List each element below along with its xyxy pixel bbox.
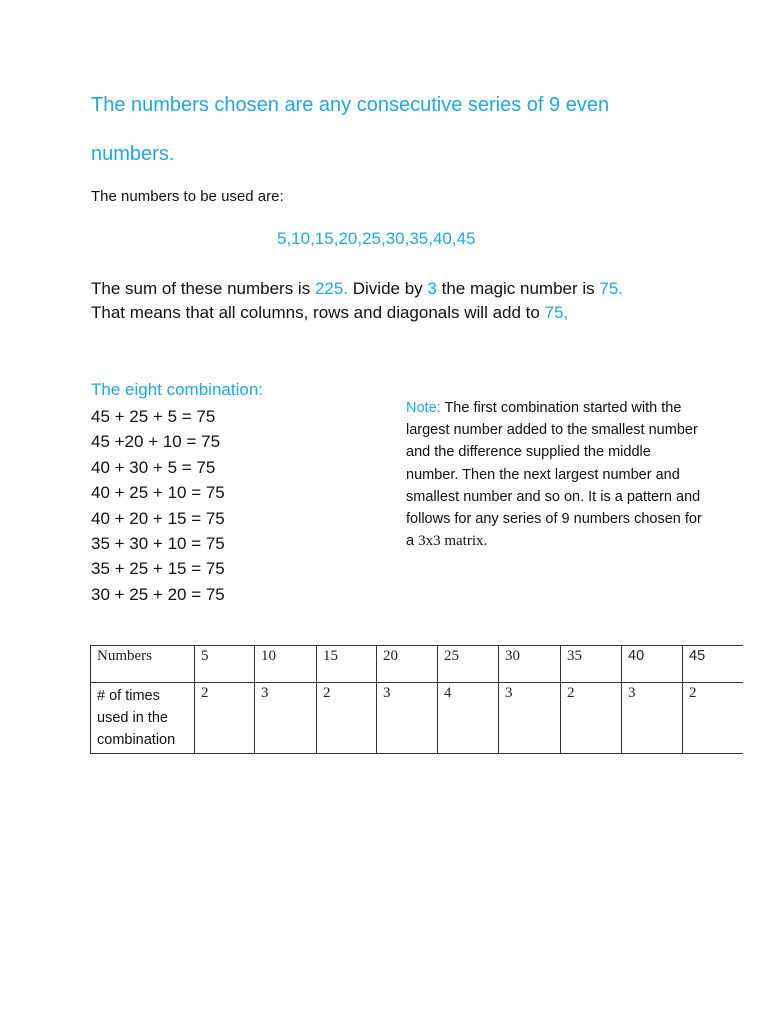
magic-number: 75. <box>599 279 624 298</box>
table-cell: 40 <box>622 646 683 683</box>
table-row-numbers <box>91 646 743 683</box>
table-cell: 30 <box>499 646 561 683</box>
table-cell: 35 <box>561 646 622 683</box>
combination-item: 45 +20 + 10 = 75 <box>91 432 221 452</box>
table-cell: 3 <box>622 683 683 754</box>
table-cell: 2 <box>683 683 743 754</box>
magic-number-2: 75, <box>544 303 569 322</box>
sum-sentence-1 <box>91 279 623 299</box>
note-matrix: 3x3 matrix. <box>418 533 488 550</box>
table-cell: 20 <box>377 646 438 683</box>
sum-sentence-2 <box>91 303 568 323</box>
sum-text-d: That means that all columns, rows and diagonals will add to <box>91 303 545 322</box>
combinations-heading: The eight combination: <box>91 380 263 399</box>
sum-text-b: Divide by <box>348 279 428 298</box>
usage-table <box>90 645 743 754</box>
table-cell: 2 <box>561 683 622 754</box>
combination-item: 30 + 25 + 20 = 75 <box>91 584 225 604</box>
table-cell: 2 <box>317 683 377 754</box>
sum-text-c: the magic number is <box>436 279 600 298</box>
number-series: 5,10,15,20,25,30,35,40,45 <box>277 229 476 248</box>
intro-text: The numbers to be used are: <box>91 188 284 205</box>
table-cell: 10 <box>255 646 317 683</box>
combination-item: 45 + 25 + 5 = 75 <box>91 407 216 426</box>
combination-item: 35 + 30 + 10 = 75 <box>91 534 225 554</box>
note-label: Note: <box>406 400 441 416</box>
heading-line-2: numbers. <box>91 143 175 165</box>
combination-item: 40 + 25 + 10 = 75 <box>91 483 225 503</box>
table-cell: 3 <box>255 683 317 754</box>
combination-item: 35 + 25 + 15 = 75 <box>91 559 225 579</box>
table-cell: 4 <box>438 683 499 754</box>
note-text: The first combination started with the largest number added to the smallest number and the difference supplied the middle number. Then the next largest number and smallest number and so on. It is a pattern and follows for any series of 9 numbers chosen for a <box>406 400 702 550</box>
row-label-times-used: # of times used in the combination <box>91 683 195 754</box>
row-label-numbers: Numbers <box>91 646 195 683</box>
table-cell: 5 <box>195 646 255 683</box>
combination-item: 40 + 20 + 15 = 75 <box>91 508 225 528</box>
divisor: 3 <box>427 279 437 298</box>
heading-line-1: The numbers chosen are any consecutive series of 9 even <box>91 94 610 116</box>
table-cell: 3 <box>499 683 561 754</box>
sum-total: 225. <box>314 279 349 298</box>
table-cell: 25 <box>438 646 499 683</box>
note-paragraph <box>406 397 706 552</box>
combination-item: 40 + 30 + 5 = 75 <box>91 457 216 477</box>
table-cell: 45 <box>683 646 743 683</box>
combinations-list <box>91 404 225 607</box>
table-cell: 2 <box>195 683 255 754</box>
table-row-counts <box>91 683 743 754</box>
table-cell: 3 <box>377 683 438 754</box>
table-cell: 15 <box>317 646 377 683</box>
sum-text-a: The sum of these numbers is <box>91 279 315 298</box>
